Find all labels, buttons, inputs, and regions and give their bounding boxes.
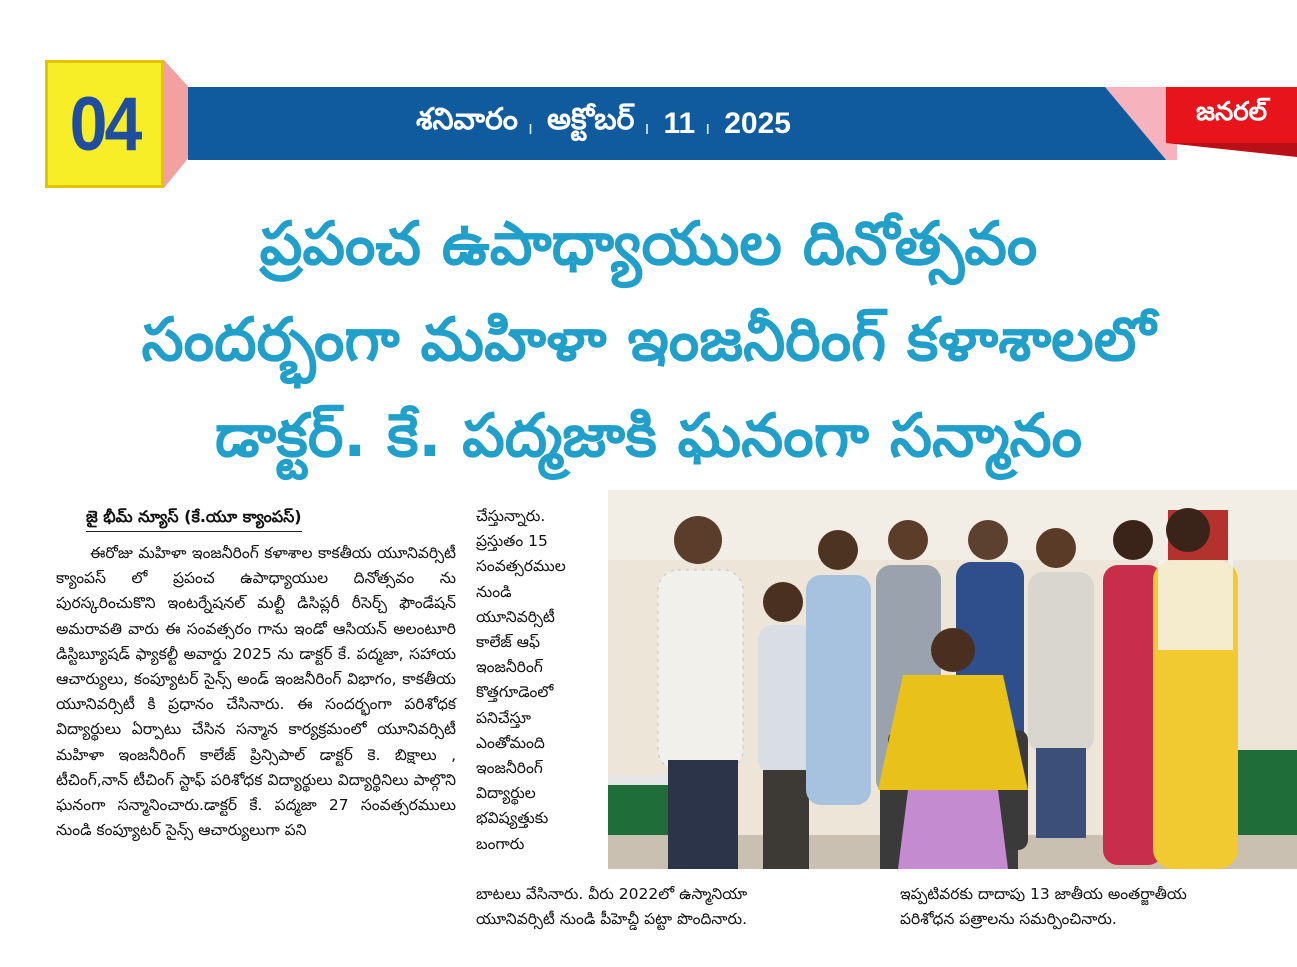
continuation-line: యూనివర్సిటీ నుండి పీహెచ్డీ పట్టా పొందినారు. <box>476 910 747 929</box>
column-2-line: బంగారు <box>476 834 525 853</box>
column-2-line: సంవత్సరముల <box>476 557 566 576</box>
article-column-3 <box>900 882 1292 932</box>
section-tab <box>1166 87 1297 143</box>
column-3-line: ఇప్పటివరకు దాదాపు 13 జాతీయ అంతర్జాతీయ <box>900 885 1187 903</box>
article-column-1 <box>56 541 456 843</box>
column-2-line: కాలేజ్ ఆఫ్ <box>476 633 541 652</box>
date-separator: ı <box>705 118 711 139</box>
date-separator: ı <box>644 118 650 139</box>
date-year: 2025 <box>724 106 791 140</box>
date-day: 11 <box>663 106 696 140</box>
date-month: అక్టోబర్ <box>547 103 635 136</box>
byline: జై భీమ్ న్యూస్ (కే.యూ క్యాంపస్) <box>86 507 302 532</box>
date-weekday: శనివారం <box>416 103 518 136</box>
section-label: జనరల్ <box>1195 97 1268 127</box>
group-photo <box>608 490 1297 869</box>
page-number-badge <box>45 60 164 188</box>
column-2-line: ప్రస్తుతం 15 <box>476 532 548 551</box>
column-2-line: కొత్తగూడెంలో <box>476 683 554 702</box>
column-2-line: పనిచేస్తూ <box>476 708 531 727</box>
column-3-line: పరిశోధన పత్రాలను సమర్పించినారు. <box>900 910 1117 929</box>
article-column-2 <box>476 504 608 857</box>
continuation-line: బాటలు వేసినారు. వీరు 2022లో ఉస్మానియా <box>476 885 748 903</box>
headline-line-1: ప్రపంచ ఉపాధ్యాయుల దినోత్సవం <box>259 209 1038 279</box>
column-2-line: నుండి <box>476 582 512 601</box>
article-paragraph: ఈరోజు మహిళా ఇంజనీరింగ్ కళాశాల కాకతీయ యూనివర్సిటీ క్యాంపస్ లో ప్రపంచ ఉపాధ్యాయుల దినోత్సవం ను పురస్కరించుకొని ఇంటర్నేషనల్ మల్టీ డిసిప్లరీ రీసెర్చ్ ఫౌండేషన్ అమరావతి వారు ఈ సంవత్సరం గాను ఇండో ఆసియన్ అలంటూరి డిస్టిబ్యూషడ్ ఫ్యాకల్టీ అవార్డు 2025 ను డాక్టర్ కే. పద్మజా, సహాయ ఆచార్యులు, కంప్యూటర్ సైన్స్ అండ్ ఇంజనీరింగ్ విభాగం, కాకతీయ యూనివర్సిటీ కి ప్రధానం చేసినారు. ఈ సందర్భంగా పరిశోధక విద్యార్థులు ఏర్పాటు చేసిన సన్మాన కార్యక్రమంలో యూనివర్సిటీ మహిళా ఇంజనీరింగ్ కాలేజ్ ప్రిన్సిపాల్ డాక్టర్ కె. బిక్షాలు , టీచింగ్,నాన్ టీచింగ్ స్టాఫ్ పరిశోధక విద్యార్థులు విద్యార్థినిలు పాల్గొని ఘనంగా సన్మానించారు.డాక్టర్ కే. పద్మజా 27 సంవత్సరములు నుండి కంప్యూటర్ సైన్స్ ఆచార్యులుగా పని <box>56 544 456 840</box>
section-tab-shadow <box>1166 143 1297 157</box>
group-photo-illustration <box>608 490 1297 869</box>
headline <box>0 196 1297 484</box>
column-2-line: ఎంతోమంది <box>476 733 545 752</box>
headline-line-3: డాక్టర్. కే. పద్మజాకి ఘనంగా సన్మానం <box>214 401 1083 471</box>
column-2-line: భవిష్యత్తుకు <box>476 809 549 828</box>
column-2-line: యూనివర్సిటీ <box>476 607 555 626</box>
date-separator: ı <box>528 118 534 139</box>
column-2-line: చేస్తున్నారు. <box>476 507 546 525</box>
date-band <box>188 87 1168 160</box>
column-2-line: ఇంజనీరింగ్ <box>476 658 543 677</box>
page-number: 04 <box>69 81 140 167</box>
column-2-line: ఇంజనీరింగ్ <box>476 759 543 778</box>
column-2-line: విద్యార్థుల <box>476 784 536 803</box>
article-continuation <box>476 882 886 932</box>
headline-line-2: సందర్భంగా మహిళా ఇంజనీరింగ్ కళాశాలలో <box>141 305 1156 375</box>
